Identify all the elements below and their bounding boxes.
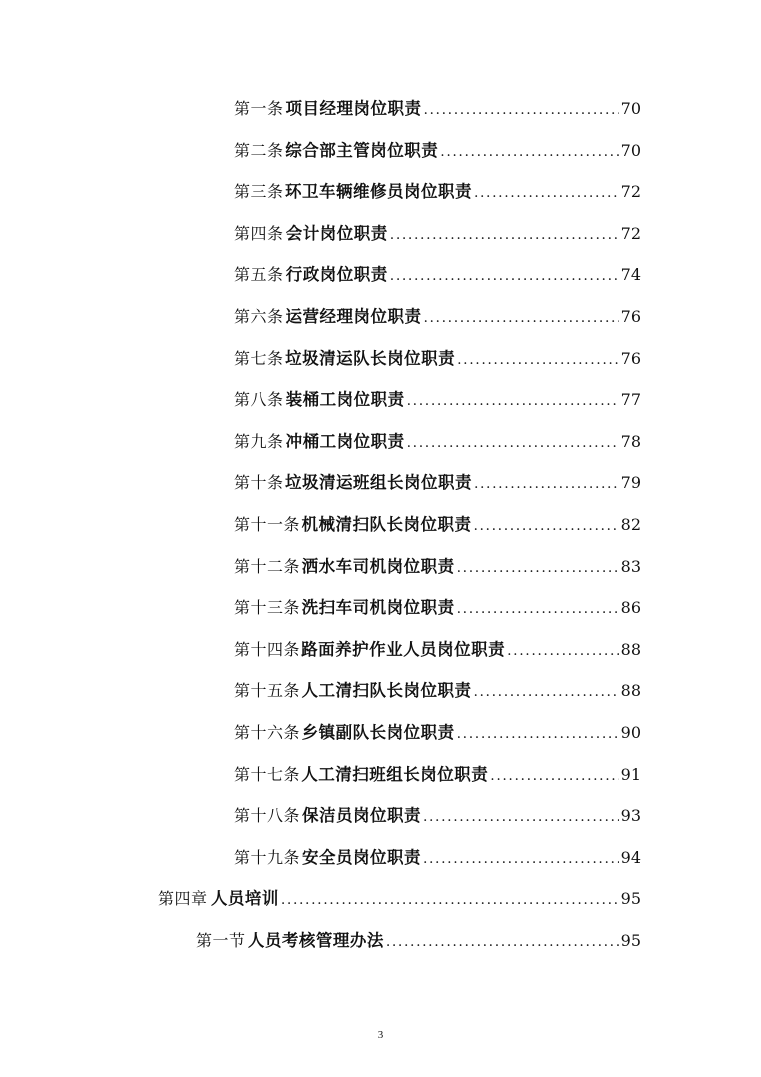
toc-entry-number: 第十三条: [234, 598, 301, 617]
toc-entry[interactable]: [234, 638, 641, 662]
toc-entry[interactable]: [234, 388, 641, 412]
toc-entry-number: 第九条: [234, 432, 284, 451]
toc-entry-title: 路面养护作业人员岗位职责: [301, 640, 506, 659]
toc-dot-leader: [457, 348, 619, 372]
toc-entry-page: 74: [620, 265, 641, 284]
toc-entry-title: 会计岗位职责: [285, 224, 388, 243]
toc-entry-page: 82: [620, 515, 641, 534]
toc-entry-title: 洒水车司机岗位职责: [301, 557, 455, 576]
toc-entry-title: 环卫车辆维修员岗位职责: [284, 182, 472, 201]
toc-entry-page: 88: [620, 681, 641, 700]
toc-dot-leader: [507, 639, 619, 663]
toc-entry[interactable]: [234, 804, 641, 828]
toc-entry[interactable]: [234, 263, 641, 287]
toc-entry-title: 行政岗位职责: [285, 265, 388, 284]
toc-entry[interactable]: [234, 679, 641, 703]
toc-dot-leader: [423, 98, 618, 122]
toc-entry-title: 安全员岗位职责: [301, 848, 421, 867]
toc-entry-number: 第四条: [234, 224, 284, 243]
toc-entry-page: 78: [620, 432, 641, 451]
toc-entry[interactable]: [234, 347, 641, 371]
page-number: 3: [377, 1029, 384, 1041]
toc-entry-number: 第六条: [234, 307, 284, 326]
toc-dot-leader: [390, 264, 619, 288]
toc-entry-page: 76: [620, 307, 641, 326]
toc-entry-number: 第十八条: [234, 806, 301, 825]
toc-dot-leader: [281, 888, 619, 912]
toc-entry-title: 人员培训: [210, 889, 279, 908]
toc-entry-number: 第四章: [158, 889, 208, 908]
toc-dot-leader: [423, 306, 618, 330]
toc-entry-page: 88: [620, 640, 641, 659]
toc-entry-page: 70: [620, 141, 641, 160]
toc-entry[interactable]: [234, 97, 641, 121]
toc-entry-page: 76: [620, 349, 641, 368]
toc-entry-title: 项目经理岗位职责: [285, 99, 422, 118]
toc-entry[interactable]: [234, 513, 641, 537]
toc-dot-leader: [457, 722, 619, 746]
toc-entry-page: 83: [620, 557, 641, 576]
toc-entry-title: 人员考核管理办法: [247, 931, 384, 950]
toc-entry[interactable]: [234, 763, 641, 787]
toc-entry-page: 93: [620, 806, 641, 825]
toc-entry-page: 90: [620, 723, 641, 742]
toc-entry-page: 77: [620, 390, 641, 409]
toc-entry[interactable]: [234, 596, 641, 620]
toc-entry-page: 94: [620, 848, 641, 867]
toc-dot-leader: [457, 597, 619, 621]
toc-entry-number: 第十二条: [234, 557, 301, 576]
toc-entry-page: 72: [620, 224, 641, 243]
toc-entry[interactable]: [196, 929, 641, 953]
toc-entry-number: 第十四条: [234, 640, 301, 659]
toc-entry[interactable]: [158, 887, 641, 911]
toc-dot-leader: [386, 930, 619, 954]
toc-entry[interactable]: [234, 471, 641, 495]
toc-entry-number: 第十七条: [234, 765, 301, 784]
toc-entry-number: 第十六条: [234, 723, 301, 742]
toc-entry[interactable]: [234, 721, 641, 745]
toc-entry-number: 第十九条: [234, 848, 301, 867]
toc-entry-number: 第八条: [234, 390, 284, 409]
toc-entry-title: 冲桶工岗位职责: [285, 432, 405, 451]
toc-entry[interactable]: [234, 222, 641, 246]
toc-entry-number: 第一节: [196, 931, 246, 950]
toc-entry-number: 第一条: [234, 99, 284, 118]
toc-dot-leader: [474, 472, 619, 496]
toc-entry-number: 第十条: [234, 473, 284, 492]
toc-entry-number: 第十一条: [234, 515, 301, 534]
toc-dot-leader: [440, 140, 618, 164]
toc-entry-page: 86: [620, 598, 641, 617]
toc-entry-title: 乡镇副队长岗位职责: [301, 723, 455, 742]
toc-entry[interactable]: [234, 305, 641, 329]
toc-entry-title: 运营经理岗位职责: [285, 307, 422, 326]
toc-entry-title: 垃圾清运班组长岗位职责: [284, 473, 472, 492]
toc-entry-title: 综合部主管岗位职责: [285, 141, 439, 160]
toc-entry-number: 第三条: [234, 182, 284, 201]
toc-entry-number: 第十五条: [234, 681, 301, 700]
toc-entry-number: 第七条: [234, 349, 284, 368]
toc-entry-page: 95: [620, 889, 641, 908]
toc-entry-title: 垃圾清运队长岗位职责: [285, 349, 456, 368]
toc-entry-title: 保洁员岗位职责: [301, 806, 421, 825]
toc-dot-leader: [407, 431, 619, 455]
toc-dot-leader: [407, 389, 619, 413]
toc-entry-title: 人工清扫队长岗位职责: [301, 681, 472, 700]
toc-dot-leader: [473, 680, 618, 704]
toc-dot-leader: [423, 847, 619, 871]
toc-entry-title: 机械清扫队长岗位职责: [301, 515, 472, 534]
toc-entry[interactable]: [234, 139, 641, 163]
toc-dot-leader: [457, 556, 619, 580]
toc-entry-title: 装桶工岗位职责: [285, 390, 405, 409]
toc-entry-title: 人工清扫班组长岗位职责: [301, 765, 489, 784]
toc-entry-page: 72: [620, 182, 641, 201]
toc-dot-leader: [423, 805, 619, 829]
toc-entry-number: 第二条: [234, 141, 284, 160]
toc-entry[interactable]: [234, 555, 641, 579]
toc-entry-page: 79: [620, 473, 641, 492]
toc-entry[interactable]: [234, 430, 641, 454]
toc-entry[interactable]: [234, 180, 641, 204]
toc-entry-page: 95: [620, 931, 641, 950]
toc-dot-leader: [390, 223, 619, 247]
toc-dot-leader: [490, 764, 618, 788]
toc-entry-number: 第五条: [234, 265, 284, 284]
toc-dot-leader: [474, 181, 619, 205]
toc-entry-page: 91: [620, 765, 641, 784]
toc-entry-title: 洗扫车司机岗位职责: [301, 598, 455, 617]
toc-entry[interactable]: [234, 846, 641, 870]
toc-entry-page: 70: [620, 99, 641, 118]
toc-dot-leader: [473, 514, 618, 538]
